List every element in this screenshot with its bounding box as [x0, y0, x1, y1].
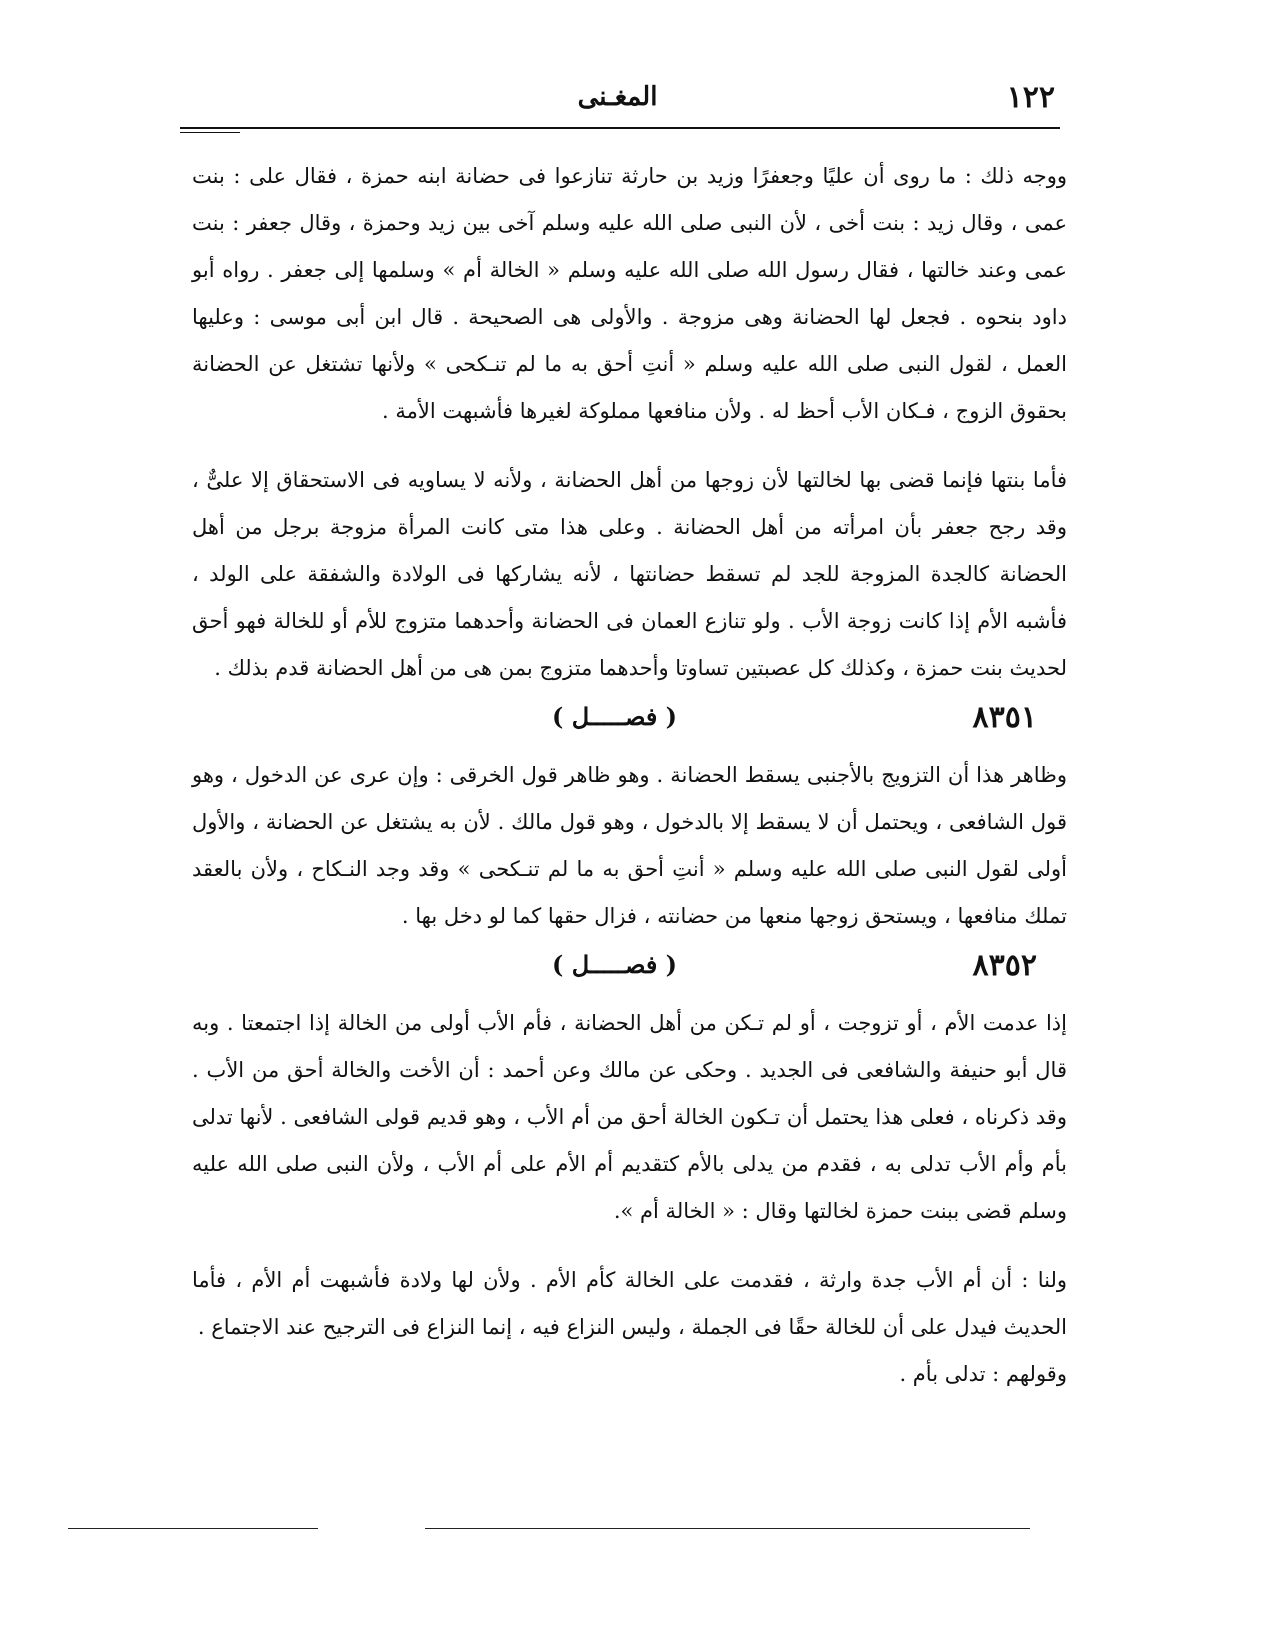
page-number: ١٢٢ [1006, 80, 1055, 115]
header-rule-tail [180, 132, 240, 133]
paragraph: وظاهر هذا أن التزويج بالأجنبى يسقط الحضانة . وهو ظاهر قول الخرقى : وإن عرى عن الدخول ، وهو قول الشافعى ، ويحتمل أن لا يسقط إلا بالدخول ، وهو قول مالك . لأن به يشتغل عن الحضانة ، والأول أولى لقول النبى صلى الله عليه وسلم « أنتِ أحق به ما لم تنـكحى » وقد وجد النـكاح ، ولأن بالعقد تملك منافعها ، ويستحق زوجها منعها من حضانته ، فزال حقها كما لو دخل بها . [192, 763, 1067, 928]
footer-rule-left [68, 1528, 318, 1529]
header-rule [180, 127, 1060, 129]
section-label: ( فصـــــل ) [552, 702, 678, 731]
section-heading [192, 940, 1067, 1000]
paragraph: ووجه ذلك : ما روى أن عليًا وجعفرًا وزيد بن حارثة تنازعوا فى حضانة ابنه حمزة ، فقال على : بنت عمى ، وقال زيد : بنت أخى ، لأن النبى صلى الله عليه وسلم آخى بين زيد وحمزة ، وقال جعفر : بنت عمى وعند خالتها ، فقال رسول الله صلى الله عليه وسلم « الخالة أم » وسلمها إلى جعفر . رواه أبو داود بنحوه . فجعل لها الحضانة وهى مزوجة . والأولى هى الصحيحة . قال ابن أبى موسى : وعليها العمل ، لقول النبى صلى الله عليه وسلم « أنتِ أحق به ما لم تنـكحى » ولأنها تشتغل عن الحضانة بحقوق الزوج ، فـكان الأب أحظ له . ولأن منافعها مملوكة لغيرها فأشبهت الأمة . [192, 164, 1067, 423]
section-heading [192, 692, 1067, 752]
page-header [180, 78, 1055, 118]
section-number: ٨٣٥٢ [972, 948, 1037, 983]
footer-rule-right [425, 1528, 1030, 1529]
section-number: ٨٣٥١ [972, 700, 1037, 735]
paragraph: ولنا : أن أم الأب جدة وارثة ، فقدمت على الخالة كأم الأم . ولأن لها ولادة فأشبهت أم الأم ، فأما الحديث فيدل على أن للخالة حقًا فى الجملة ، وليس النزاع فيه ، إنما النزاع فى الترجيح عند الاجتماع . [192, 1268, 1067, 1339]
paragraph: وقولهم : تدلى بأم . [899, 1362, 1067, 1386]
page-body [192, 153, 1067, 1398]
paragraph: إذا عدمت الأم ، أو تزوجت ، أو لم تـكن من أهل الحضانة ، فأم الأب أولى من الخالة إذا اجتمعتا . وبه قال أبو حنيفة والشافعى فى الجديد . وحكى عن مالك وعن أحمد : أن الأخت والخالة أحق من الأب . وقد ذكرناه ، فعلى هذا يحتمل أن تـكون الخالة أحق من أم الأب ، وهو قديم قولى الشافعى . لأنها تدلى بأم وأم الأب تدلى به ، فقدم من يدلى بالأم كتقديم أم الأم على أم الأب ، ولأن النبى صلى الله عليه وسلم قضى ببنت حمزة لخالتها وقال : « الخالة أم ». [192, 1011, 1067, 1223]
running-title: المغـنى [577, 82, 658, 112]
section-label: ( فصـــــل ) [552, 950, 678, 979]
paragraph: فأما بنتها فإنما قضى بها لخالتها لأن زوجها من أهل الحضانة ، ولأنه لا يساويه فى الاستحقاق إلا علىٌّ ، وقد رجح جعفر بأن امرأته من أهل الحضانة . وعلى هذا متى كانت المرأة مزوجة برجل من أهل الحضانة كالجدة المزوجة للجد لم تسقط حضانتها ، لأنه يشاركها فى الولادة والشفقة على الولد ، فأشبه الأم إذا كانت زوجة الأب . ولو تنازع العمان فى الحضانة وأحدهما متزوج للأم أو للخالة فهو أحق لحديث بنت حمزة ، وكذلك كل عصبتين تساوتا وأحدهما متزوج بمن هى من أهل الحضانة قدم بذلك . [192, 468, 1068, 680]
